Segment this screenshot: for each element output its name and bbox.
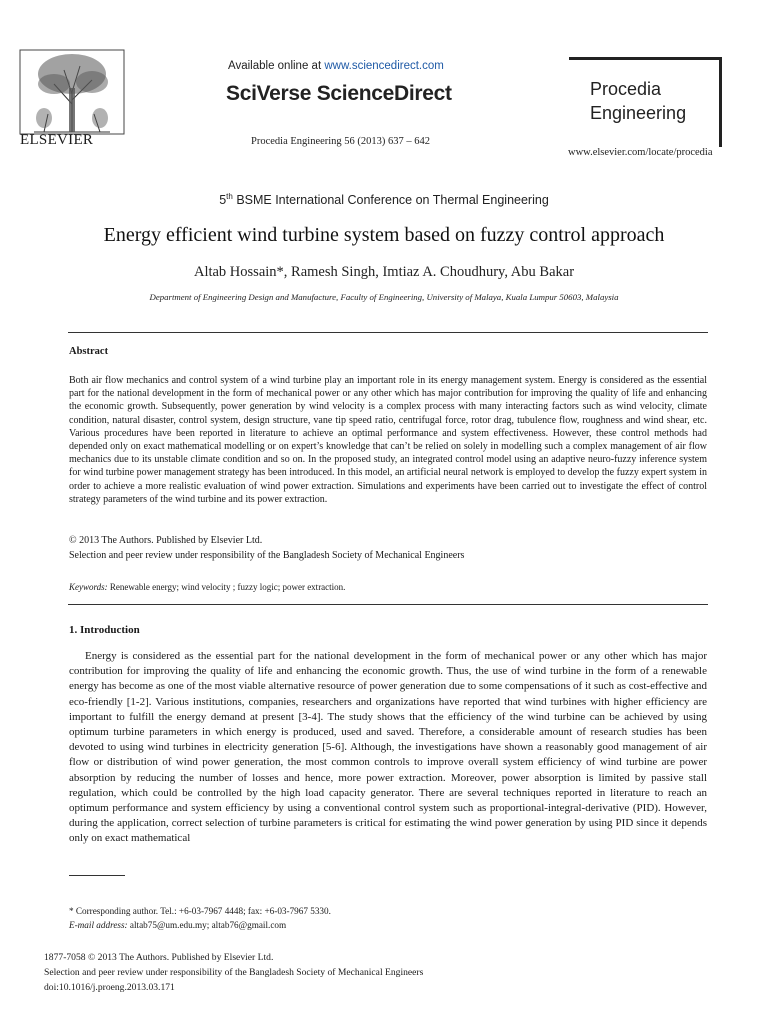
section-heading: 1. Introduction — [69, 624, 140, 636]
email-note — [69, 920, 286, 930]
abstract-text: Both air flow mechanics and control system of a wind turbine play an important role in its energy management system. Energy is considered as the essential part for the national development in the form of mechanical power or any other which has major contribution for improving the quality of life and enhancing the economic growth. Subsequently, power generation by wind velocity is a complex process with many interacting factors such as wind velocity, climate condition, natural disaster, control system, design structure, vane tip speed ratio, centrifugal force, rotor drag, tubulence flow, roughness and wind shear, etc. Various procedures have been reported in literature to achieve an optimal performance and system effectiveness. However, these control methods had depended only on exact mathematical modelling or on expert’s knowledge that can’t be relied on solely in modelling such a complex management of air flow mechanics due to its unstable climate condition and so on. In the proposed study, an integrated control model using an adaptive neuro-fuzzy inference system for wind turbine power management strategy has been introduced. In this model, an artificial neural network is employed to develop the fuzzy expert system in order to achieve a more realistic evaluation of wind power extraction. Simulations and experiments have been carried out to investigate the effect of control strategy parameters of the wind turbine and its power extraction. — [69, 375, 707, 505]
divider — [68, 332, 708, 333]
corresponding-author-note: * Corresponding author. Tel.: +6-03-7967 4448; fax: +6-03-7967 5330. — [69, 906, 331, 916]
platform-name: SciVerse ScienceDirect — [226, 82, 452, 105]
keywords — [69, 582, 345, 592]
keywords-list: Renewable energy; wind velocity ; fuzzy logic; power extraction. — [107, 582, 346, 592]
journal-url-link[interactable]: www.elsevier.com/locate/procedia — [568, 147, 713, 158]
article-title: Energy efficient wind turbine system based on fuzzy control approach — [103, 224, 665, 246]
divider — [68, 604, 708, 605]
sciencedirect-link[interactable]: www.sciencedirect.com — [324, 60, 444, 72]
doi-link[interactable]: doi:10.1016/j.proeng.2013.03.171 — [44, 982, 175, 993]
author-affiliation: Department of Engineering Design and Manufacture, Faculty of Engineering, University of Malaya, Kuala Lumpur 50603, Malaysia — [149, 292, 619, 302]
footnote-divider — [69, 875, 125, 876]
available-prefix: Available online at — [228, 60, 325, 72]
conference-line — [0, 192, 768, 207]
publisher-name: ELSEVIER — [20, 132, 94, 148]
conference-number: 5 — [219, 193, 227, 208]
email-label: E-mail address: — [69, 920, 128, 930]
journal-name-line1: Procedia — [590, 79, 662, 99]
keywords-label: Keywords: — [69, 582, 108, 592]
abstract-heading: Abstract — [69, 346, 109, 357]
journal-reference: Procedia Engineering 56 (2013) 637 – 642 — [251, 136, 431, 147]
conference-name: BSME International Conference on Thermal Engineering — [232, 193, 549, 208]
available-online-line — [228, 60, 444, 72]
issn-line: 1877-7058 © 2013 The Authors. Published by Elsevier Ltd. — [44, 952, 274, 963]
footer-peer-review: Selection and peer review under responsibility of the Bangladesh Society of Mechanical Engineers — [44, 967, 424, 978]
journal-name — [590, 77, 730, 126]
journal-name-line2: Engineering — [590, 103, 687, 124]
copyright-notice: © 2013 The Authors. Published by Elsevier Ltd. — [69, 535, 263, 546]
article-authors: Altab Hossain*, Ramesh Singh, Imtiaz A. Choudhury, Abu Bakar — [193, 264, 575, 280]
email-addresses[interactable]: altab75@um.edu.my; altab76@gmail.com — [127, 920, 287, 930]
introduction-text: Energy is considered as the essential part for the national development in the form of mechanical power or any other which has major contribution for improving the quality of life and enhancing the economic growth. Thus, the use of wind turbine in the form of a renewable energy has become as one of the most viable alternative resource of power generation due to some compensations of it such as cost-effective and eco-friendly [1-2]. Various institutions, companies, researchers and organizations have reported that wind turbines with higher efficiency are important to fulfill the energy demand at present [3-4]. The study shows that the efficiency of the wind turbine can be achieved by using optimum turbine parameters in which energy is produced, used and saved. Therefore, a considerable amount of research studies has been devoted to using wind turbines in electricity generation [5-6]. Although, the investigations have shown a reasonably good management of air flow or distribution of wind power generation, the most common controls to improve overall system efficiency of wind turbine are power absorption by reducing the number of losses and hence, more power extraction. Moreover, power absorption is limited by passive stall regulation, which could be controlled by the high load capacity generator. There are several techniques reported in literature to reach an optimum performance and system efficiency by using a conventional control system such as proportional-integral-derivative (PID). However, during the application, correct selection of turbine parameters is critical for estimating the wind power generation by using PID since it depends only on exact mathematical — [69, 650, 707, 845]
conference-ordinal: th — [226, 192, 233, 201]
peer-review-notice: Selection and peer review under responsibility of the Bangladesh Society of Mechanical Engineers — [69, 550, 465, 561]
